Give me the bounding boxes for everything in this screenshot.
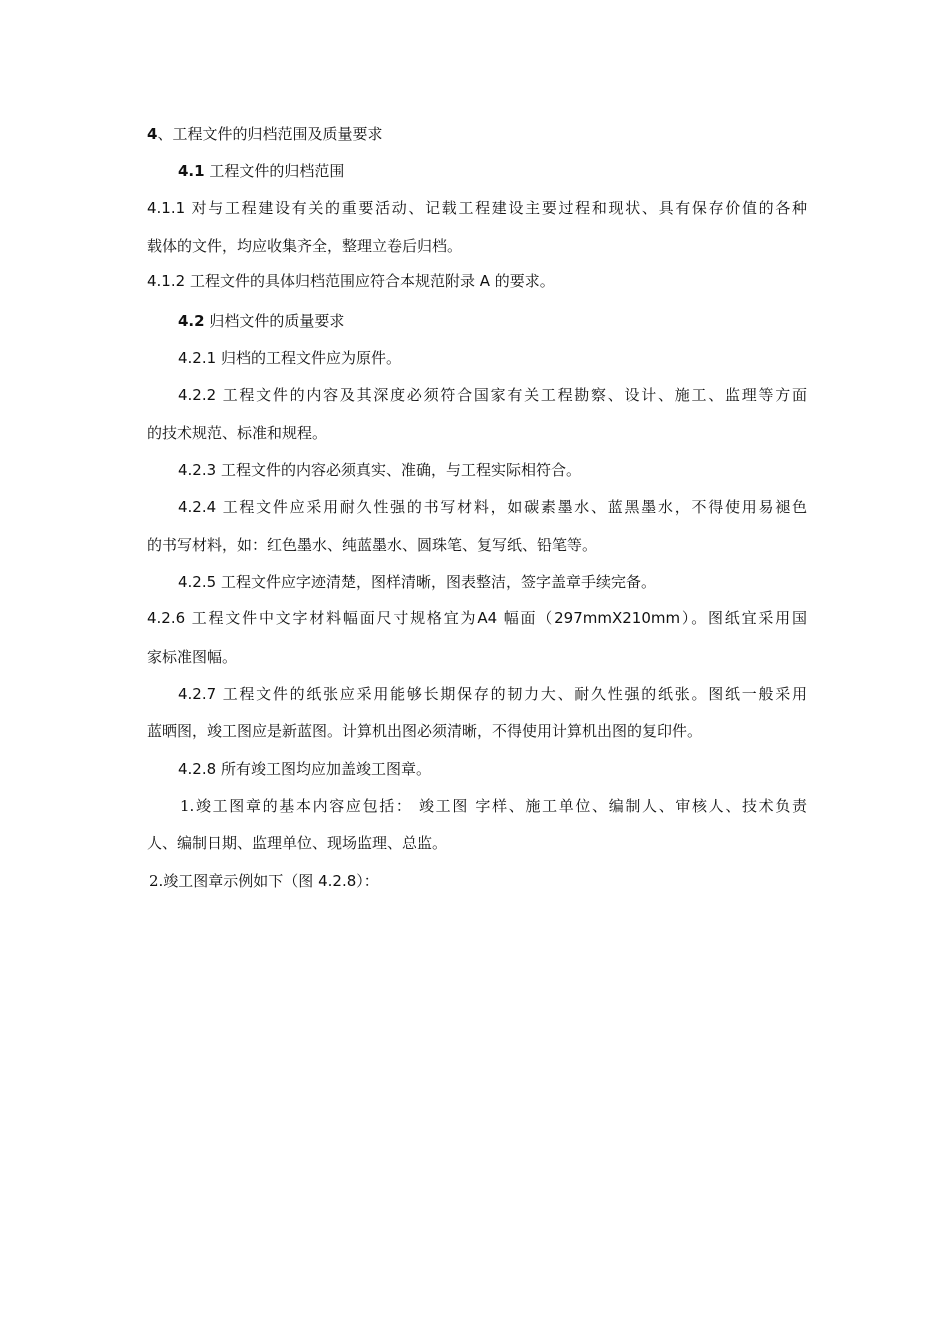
appendix-letter: A [479,272,491,290]
item-2 [149,871,379,891]
clause-text: 归档的工程文件应为原件。 [220,349,401,367]
paper-size: A4 [477,609,498,627]
clause-4-2-8 [178,759,431,779]
paper-dimensions: 297mmX210mm [554,609,681,627]
section-title: 、工程文件的归档范围及质量要求 [157,125,383,143]
clause-4-2-1 [178,348,401,368]
clause-4-2-7-line-2: 蓝晒图，竣工图应是新蓝图。计算机出图必须清晰，不得使用计算机出图的复印件。 [147,722,703,740]
clause-4-1-2 [147,271,555,291]
clause-number: 4.2.8 [178,760,217,778]
clause-text: 工程文件应采用耐久性强的书写材料，如碳素墨水、蓝黑墨水，不得使用易褪色 [222,498,807,516]
clause-number: 4.2.7 [178,685,217,703]
item-1-line-2: 人、编制日期、监理单位、现场监理、总监。 [147,834,448,852]
item-text-end: ）： [356,872,379,890]
clause-4-2-4-line-1 [178,497,807,517]
clause-text-end: 的要求。 [494,272,555,290]
section-number: 4.2 [178,312,205,330]
clause-text: 工程文件的具体归档范围应符合本规范附录 [189,272,475,290]
clause-number: 4.2.1 [178,349,217,367]
clause-text: 工程文件的纸张应采用能够长期保存的韧力大、耐久性强的纸张。图纸一般采用 [222,685,807,703]
item-text: 2.竣工图章示例如下（图 [149,872,314,890]
clause-text: 工程文件的内容必须真实、准确，与工程实际相符合。 [220,461,581,479]
clause-text-end: ）。图纸宜采用国 [680,609,807,627]
section-title: 工程文件的归档范围 [209,162,345,180]
clause-text: 工程文件中文字材料幅面尺寸规格宜为 [191,609,478,627]
clause-4-2-6-line-2: 家标准图幅。 [147,648,238,666]
clause-number: 4.2.6 [147,609,186,627]
clause-4-1-1-line-1 [147,198,807,218]
clause-number: 4.2.4 [178,498,217,516]
clause-number: 4.2.2 [178,386,217,404]
clause-text: 对与工程建设有关的重要活动、记载工程建设主要过程和现状、具有保存价值的各种 [191,199,807,217]
section-4-2-heading [178,311,344,331]
section-4-heading [147,124,382,144]
clause-text: 工程文件应字迹清楚，图样清晰，图表整洁，签字盖章手续完备。 [220,573,656,591]
clause-4-2-6-line-1 [147,608,807,628]
clause-4-2-5 [178,572,656,592]
clause-4-2-2-line-1 [178,385,807,405]
clause-number: 4.2.3 [178,461,217,479]
clause-4-2-4-line-2: 的书写材料，如：红色墨水、纯蓝墨水、圆珠笔、复写纸、铅笔等。 [147,536,598,554]
section-number: 4.1 [178,162,205,180]
clause-text-mid: 幅面（ [503,609,555,627]
section-4-1-heading [178,161,344,181]
clause-number: 4.1.2 [147,272,186,290]
clause-4-2-3 [178,460,581,480]
figure-number: 4.2.8 [318,872,357,890]
section-title: 归档文件的质量要求 [209,312,345,330]
clause-text: 所有竣工图均应加盖竣工图章。 [220,760,431,778]
clause-number: 4.2.5 [178,573,217,591]
clause-text: 工程文件的内容及其深度必须符合国家有关工程勘察、设计、施工、监理等方面 [222,386,807,404]
clause-number: 4.1.1 [147,199,186,217]
clause-4-2-2-line-2: 的技术规范、标准和规程。 [147,424,328,442]
clause-4-1-1-line-2: 载体的文件，均应收集齐全，整理立卷后归档。 [147,237,463,255]
section-number: 4 [147,125,158,143]
clause-4-2-7-line-1 [178,684,807,704]
item-1-line-1: 1.竣工图章的基本内容应包括： 竣工图 字样、施工单位、编制人、审核人、技术负责 [180,797,807,815]
